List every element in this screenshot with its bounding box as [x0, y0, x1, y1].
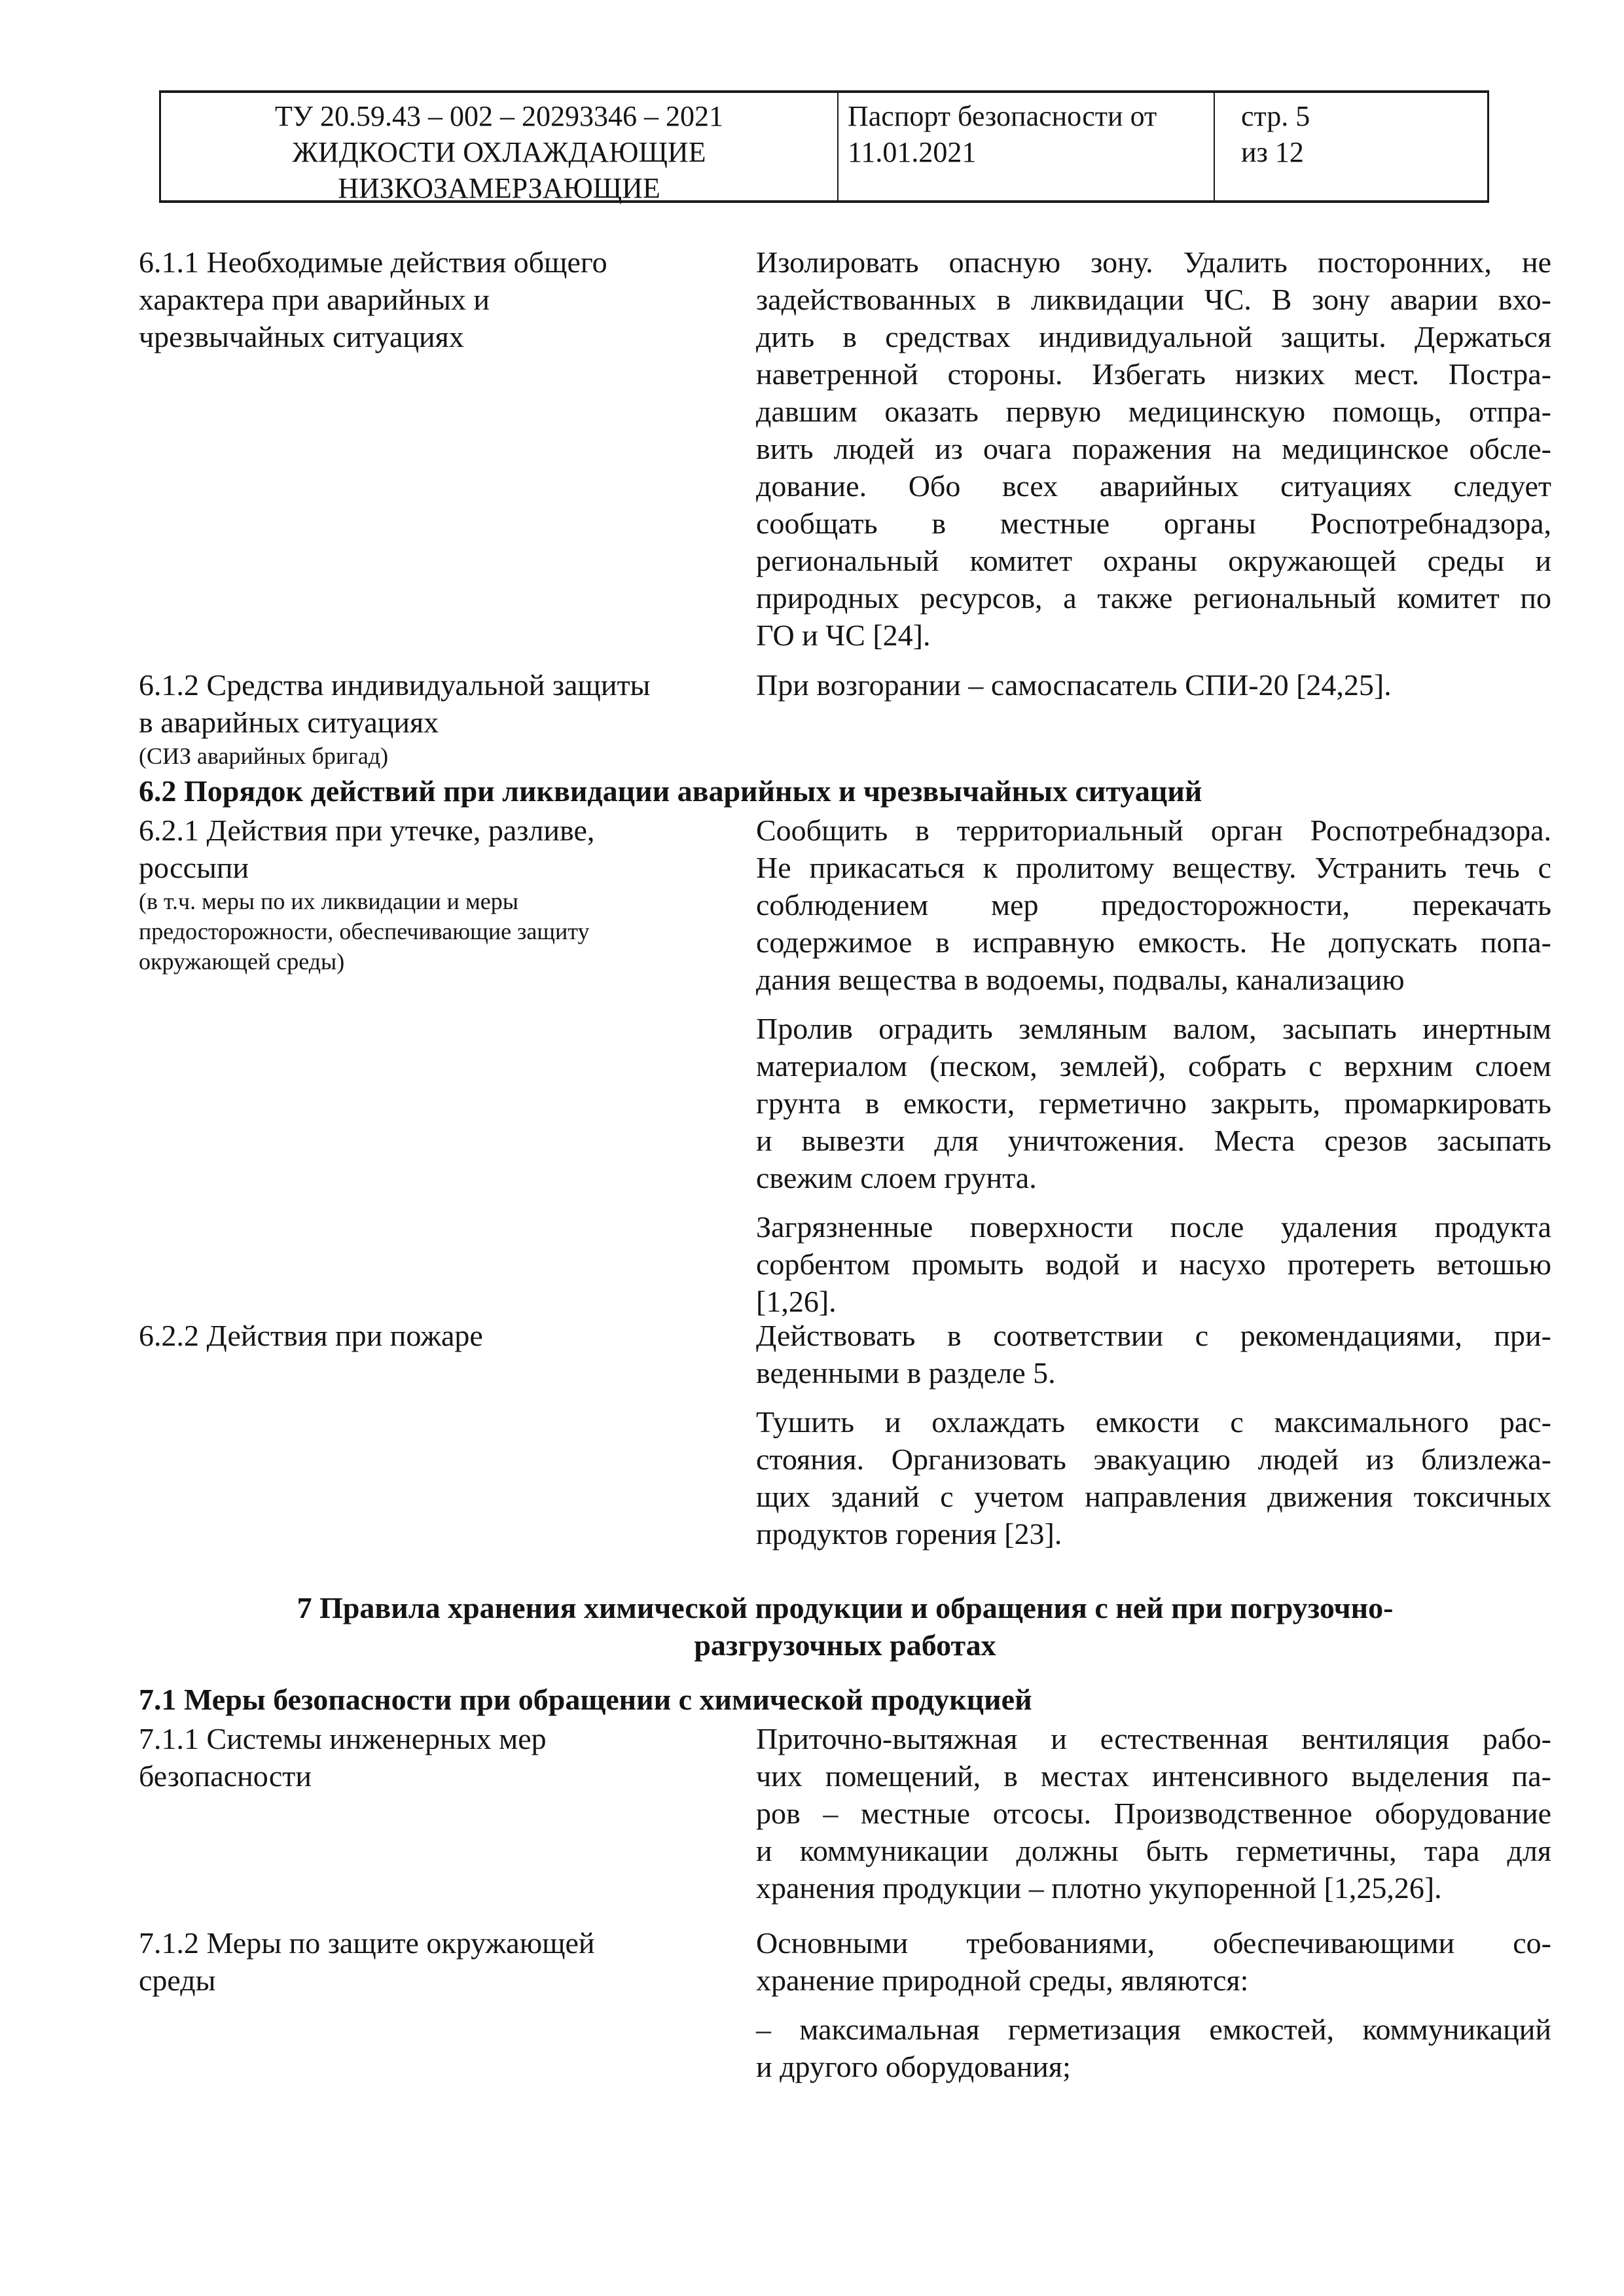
s712-text: [756, 1924, 1551, 2097]
page-total: из 12: [1241, 136, 1304, 168]
s611-text-line: региональный комитет охраны окружающей среды и: [756, 544, 1551, 577]
s712-label-line: 7.1.2 Меры по защите окружающей: [139, 1926, 595, 1960]
s611-text-line: Изолировать опасную зону. Удалить посторонних, не: [756, 245, 1551, 279]
s612-label-line: 6.1.2 Средства индивидуальной защиты: [139, 668, 651, 702]
s622-text-line: веденными в разделе 5.: [756, 1356, 1056, 1390]
header-passport-cell: [839, 93, 1215, 200]
s611-label-line: 6.1.1 Необходимые действия общего: [139, 245, 607, 279]
s622-text-line: стояния. Организовать эвакуацию людей из близлежа-: [756, 1443, 1551, 1476]
s712-text-line: и другого оборудования;: [756, 2050, 1071, 2083]
s62-heading: 6.2 Порядок действий при ликвидации аварийных и чрезвычайных ситуаций: [139, 774, 1202, 808]
s712-label: [139, 1924, 715, 1999]
s711-label-line: 7.1.1 Системы инженерных мер: [139, 1722, 547, 1755]
s711-text-line: чих помещений, в местах интенсивного выделения па-: [756, 1759, 1551, 1793]
s621-text-line: Пролив оградить земляным валом, засыпать инертным: [756, 1012, 1551, 1045]
s621-text-line: сорбентом промыть водой и насухо протереть ветошью: [756, 1247, 1551, 1281]
s611-text-line: природных ресурсов, а также региональный комитет по: [756, 581, 1551, 615]
s621-label-line: россыпи: [139, 851, 249, 884]
s712-text-line: хранение природной среды, являются:: [756, 1964, 1249, 1997]
s621-para2: [756, 1010, 1551, 1196]
s711-text-line: Приточно-вытяжная и естественная вентиляция рабо-: [756, 1722, 1551, 1755]
s611-text-line: дить в средствах индивидуальной защиты. Держаться: [756, 320, 1551, 353]
s711-text-line: ров – местные отсосы. Производственное оборудование: [756, 1797, 1551, 1830]
s7-heading: [139, 1589, 1551, 1664]
s622-text-line: Действовать в соответствии с рекомендациями, при-: [756, 1319, 1551, 1352]
s621-text-line: и вывезти для уничтожения. Места срезов засыпать: [756, 1124, 1551, 1157]
s621-text-line: содержимое в исправную емкость. Не допускать попа-: [756, 925, 1551, 959]
s7-heading-line: 7 Правила хранения химической продукции и обращения с ней при погрузочно-: [297, 1591, 1394, 1624]
s611-text-line: дование. Обо всех аварийных ситуациях следует: [756, 469, 1551, 503]
s612-label-line: в аварийных ситуациях: [139, 706, 439, 739]
s621-text: [756, 812, 1551, 1332]
passport-label: Паспорт безопасности от: [848, 100, 1157, 132]
s621-para1: [756, 812, 1551, 998]
product-name-line1: ЖИДКОСТИ ОХЛАЖДАЮЩИЕ: [292, 136, 706, 168]
s712-text-line: Основными требованиями, обеспечивающими со-: [756, 1926, 1551, 1960]
s621-label-note: окружающей среды): [139, 948, 345, 975]
header-table: [159, 90, 1489, 203]
doc-code: ТУ 20.59.43 – 002 – 20293346 – 2021: [274, 100, 724, 132]
s621-text-line: грунта в емкости, герметично закрыть, промаркировать: [756, 1086, 1551, 1120]
s621-label: [139, 812, 715, 977]
s611-text-line: ГО и ЧС [24].: [756, 619, 931, 652]
s621-text-line: Сообщить в территориальный орган Роспотребнадзора.: [756, 814, 1551, 847]
s622-para1: [756, 1317, 1551, 1391]
s611-text-line: задействованных в ликвидации ЧС. В зону аварии вхо-: [756, 283, 1551, 316]
s612-label: [139, 666, 715, 771]
s622-text-line: продуктов горения [23].: [756, 1517, 1062, 1551]
page-number: стр. 5: [1241, 100, 1310, 132]
header-spec-cell: [161, 93, 839, 204]
s621-text-line: соблюдением мер предосторожности, перекачать: [756, 888, 1551, 922]
s712-para2: [756, 2011, 1551, 2085]
s712-label-line: среды: [139, 1964, 216, 1997]
s621-text-line: дания вещества в водоемы, подвалы, канализацию: [756, 963, 1405, 996]
s711-label-line: безопасности: [139, 1759, 312, 1793]
s622-label: [139, 1317, 715, 1354]
s611-text: [756, 243, 1551, 654]
s621-text-line: материалом (песком, землей), собрать с верхним слоем: [756, 1049, 1551, 1083]
header-page-cell: [1215, 93, 1487, 200]
s611-text-line: наветренной стороны. Избегать низких мест. Постра-: [756, 357, 1551, 391]
s712-para1: [756, 1924, 1551, 1999]
s621-text-line: свежим слоем грунта.: [756, 1161, 1037, 1194]
s621-label-note: предосторожности, обеспечивающие защиту: [139, 918, 590, 944]
s622-label-line: 6.2.2 Действия при пожаре: [139, 1319, 483, 1352]
s621-label-line: 6.2.1 Действия при утечке, разливе,: [139, 814, 595, 847]
s712-text-line: – максимальная герметизация емкостей, коммуникаций: [756, 2013, 1551, 2046]
s611-label: [139, 243, 715, 355]
passport-date: 11.01.2021: [848, 136, 977, 168]
s612-text-line: При возгорании – самоспасатель СПИ-20 [24,25].: [756, 668, 1392, 702]
s611-label-line: характера при аварийных и: [139, 283, 490, 316]
s621-label-note: (в т.ч. меры по их ликвидации и меры: [139, 888, 518, 914]
s711-text-line: хранения продукции – плотно укупоренной [1,25,26].: [756, 1871, 1442, 1905]
s621-para3: [756, 1208, 1551, 1320]
s611-text-line: вить людей из очага поражения на медицинское обсле-: [756, 432, 1551, 465]
s611-text-line: давшим оказать первую медицинскую помощь, отпра-: [756, 395, 1551, 428]
s621-text-line: [1,26].: [756, 1285, 837, 1318]
s612-text: [756, 666, 1551, 704]
s711-text-line: и коммуникации должны быть герметичны, тара для: [756, 1834, 1551, 1867]
s711-text: [756, 1720, 1551, 1907]
s621-text-line: Не прикасаться к пролитому веществу. Устранить течь с: [756, 851, 1551, 884]
s622-text: [756, 1317, 1551, 1564]
s612-label-note: (СИЗ аварийных бригад): [139, 743, 389, 769]
s622-text-line: щих зданий с учетом направления движения токсичных: [756, 1480, 1551, 1513]
s622-para2: [756, 1403, 1551, 1552]
s711-label: [139, 1720, 715, 1795]
product-name-line2: НИЗКОЗАМЕРЗАЮЩИЕ: [338, 172, 660, 204]
s622-text-line: Тушить и охлаждать емкости с максимального рас-: [756, 1405, 1551, 1439]
s611-label-line: чрезвычайных ситуациях: [139, 320, 464, 353]
s611-text-line: сообщать в местные органы Роспотребнадзора,: [756, 507, 1551, 540]
s621-text-line: Загрязненные поверхности после удаления продукта: [756, 1210, 1551, 1244]
s71-heading: 7.1 Меры безопасности при обращении с химической продукцией: [139, 1683, 1032, 1716]
s7-heading-line: разгрузочных работах: [694, 1628, 996, 1662]
